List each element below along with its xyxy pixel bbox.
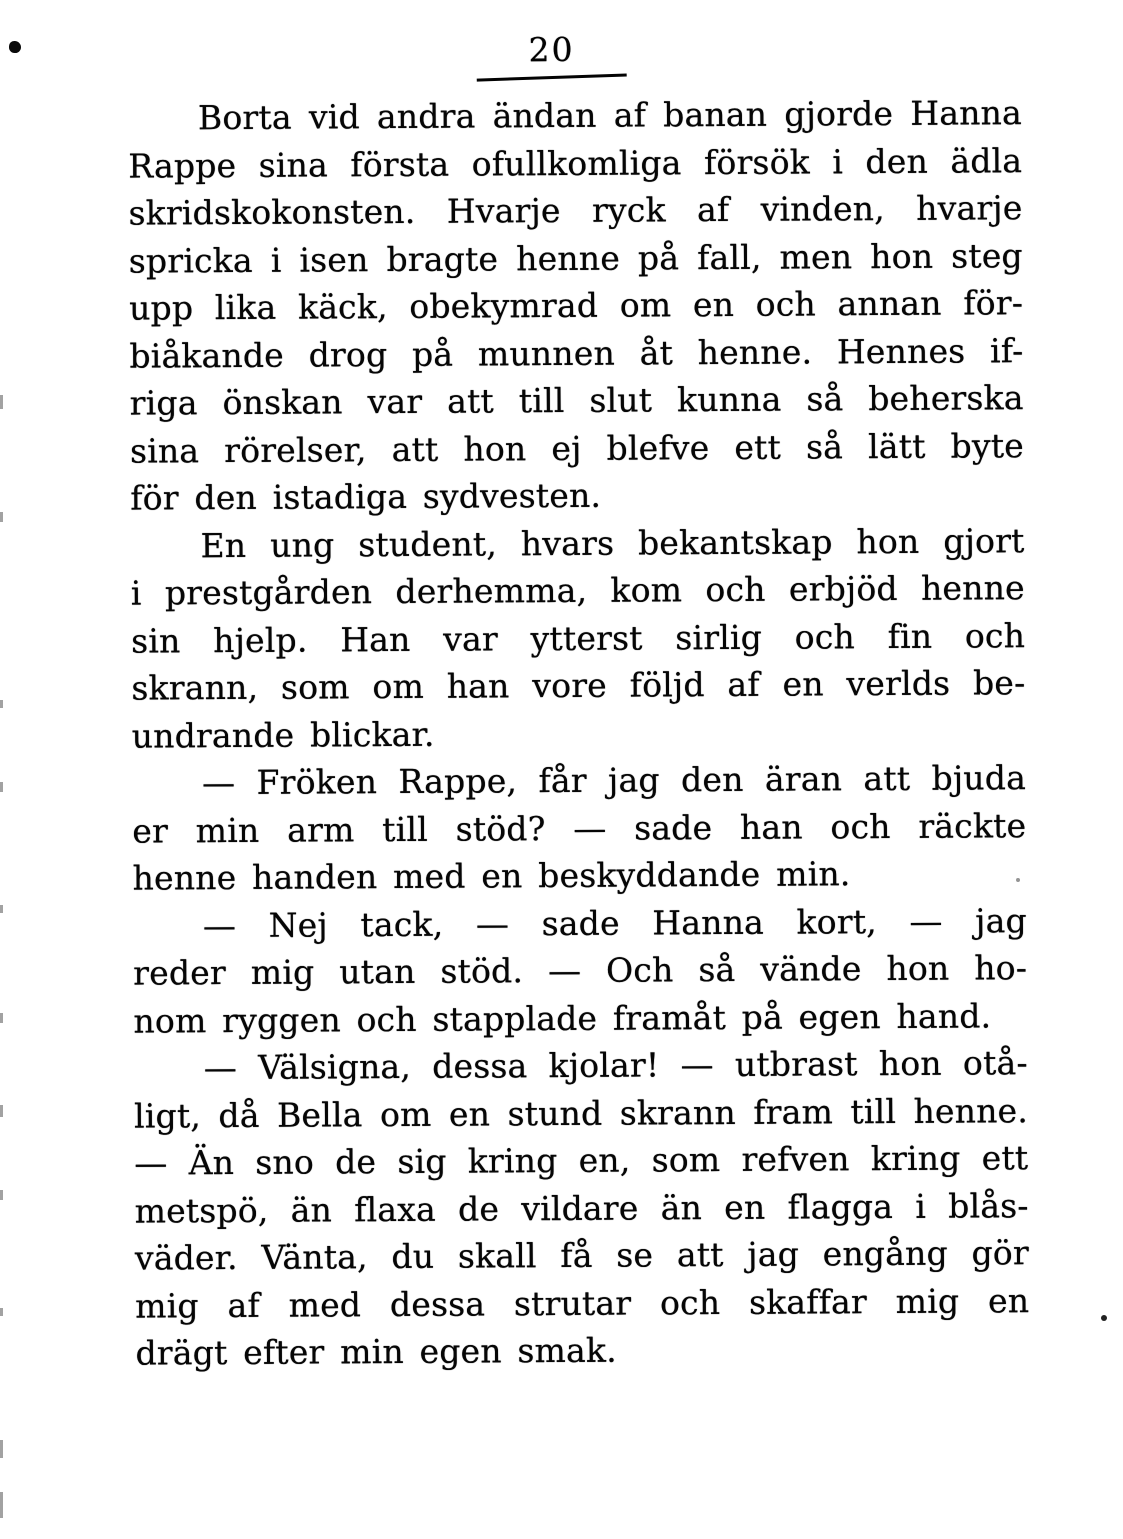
text-line: Rappe sina första ofullkomliga försök i den ädla: [128, 140, 1023, 186]
scan-edge-mark: [0, 1013, 3, 1023]
text-line: väder. Vänta, du skall få se att jag engång gör: [134, 1233, 1030, 1278]
page-number: 20: [528, 29, 575, 70]
scan-edge-mark: [0, 905, 3, 913]
scan-edge-mark: [0, 782, 3, 792]
text-line: nom ryggen och stapplade framåt på egen hand.: [133, 995, 992, 1041]
text-line: ligt, då Bella om en stund skrann fram till henne.: [133, 1090, 1029, 1136]
text-line: i prestgården derhemma, kom och erbjöd henne: [130, 568, 1025, 613]
page-number-underline: [477, 73, 627, 81]
text-line: undrande blickar.: [131, 714, 435, 756]
ink-dot: [1016, 878, 1020, 882]
scan-edge-mark: [0, 1440, 3, 1458]
scan-edge-mark: [0, 1492, 3, 1518]
page-number-header: [456, 29, 646, 79]
page-text: [128, 89, 1030, 1377]
text-line: henne handen med en beskyddande min.: [132, 854, 851, 898]
text-line: reder mig utan stöd. — Och så vände hon ho-: [133, 948, 1028, 993]
text-line: riga önskan var att till slut kunna så beherska: [129, 378, 1024, 423]
text-line: mig af med dessa strutar och skaffar mig en: [135, 1280, 1030, 1326]
text-line: sina rörelser, att hon ej blefve ett så lätt byte: [129, 425, 1025, 471]
text-line: — Än sno de sig kring en, som refven kring ett: [134, 1138, 1029, 1183]
text-line: spricka i isen bragte henne på fall, men hon steg: [128, 235, 1023, 281]
text-line: upp lika käck, obekymrad om en och annan för-: [129, 283, 1024, 328]
text-line: skridskokonsten. Hvarje ryck af vinden, hvarje: [128, 188, 1023, 233]
scan-edge-mark: [0, 395, 3, 409]
text-line: — Välsigna, dessa kjolar! — utbrast hon otå-: [203, 1043, 1028, 1088]
text-line: metspö, än flaxa de vildare än en flagga i blås-: [134, 1185, 1029, 1231]
text-line: för den istadiga sydvesten.: [130, 475, 602, 518]
scan-edge-mark: [0, 700, 3, 708]
text-line: Borta vid andra ändan af banan gjorde Hanna: [197, 93, 1023, 138]
paragraph: [133, 897, 1028, 1045]
text-line: sin hjelp. Han var ytterst sirlig och fin och: [131, 615, 1026, 661]
text-line: — Fröken Rappe, får jag den äran att bjuda: [201, 758, 1027, 803]
ink-dot: [1101, 1315, 1107, 1321]
paragraph: [132, 754, 1027, 902]
scan-edge-mark: [0, 512, 3, 522]
paragraph: [130, 517, 1025, 760]
paragraph: [134, 1039, 1030, 1377]
text-line: er min arm till stöd? — sade han och räckte: [132, 805, 1027, 851]
scan-edge-mark: [0, 1190, 3, 1200]
paragraph: [128, 89, 1025, 522]
scan-edge-mark: [0, 1308, 3, 1316]
scan-edge-mark: [0, 1105, 3, 1117]
text-line: — Nej tack, — sade Hanna kort, — jag: [202, 900, 1027, 945]
text-line: skrann, som om han vore följd af en verlds be-: [131, 663, 1026, 708]
ink-speck: [9, 41, 21, 53]
text-line: En ung student, hvars bekantskap hon gjort: [200, 520, 1025, 565]
text-line: drägt efter min egen smak.: [135, 1330, 617, 1373]
text-line: biåkande drog på munnen åt henne. Hennes if-: [129, 330, 1024, 376]
